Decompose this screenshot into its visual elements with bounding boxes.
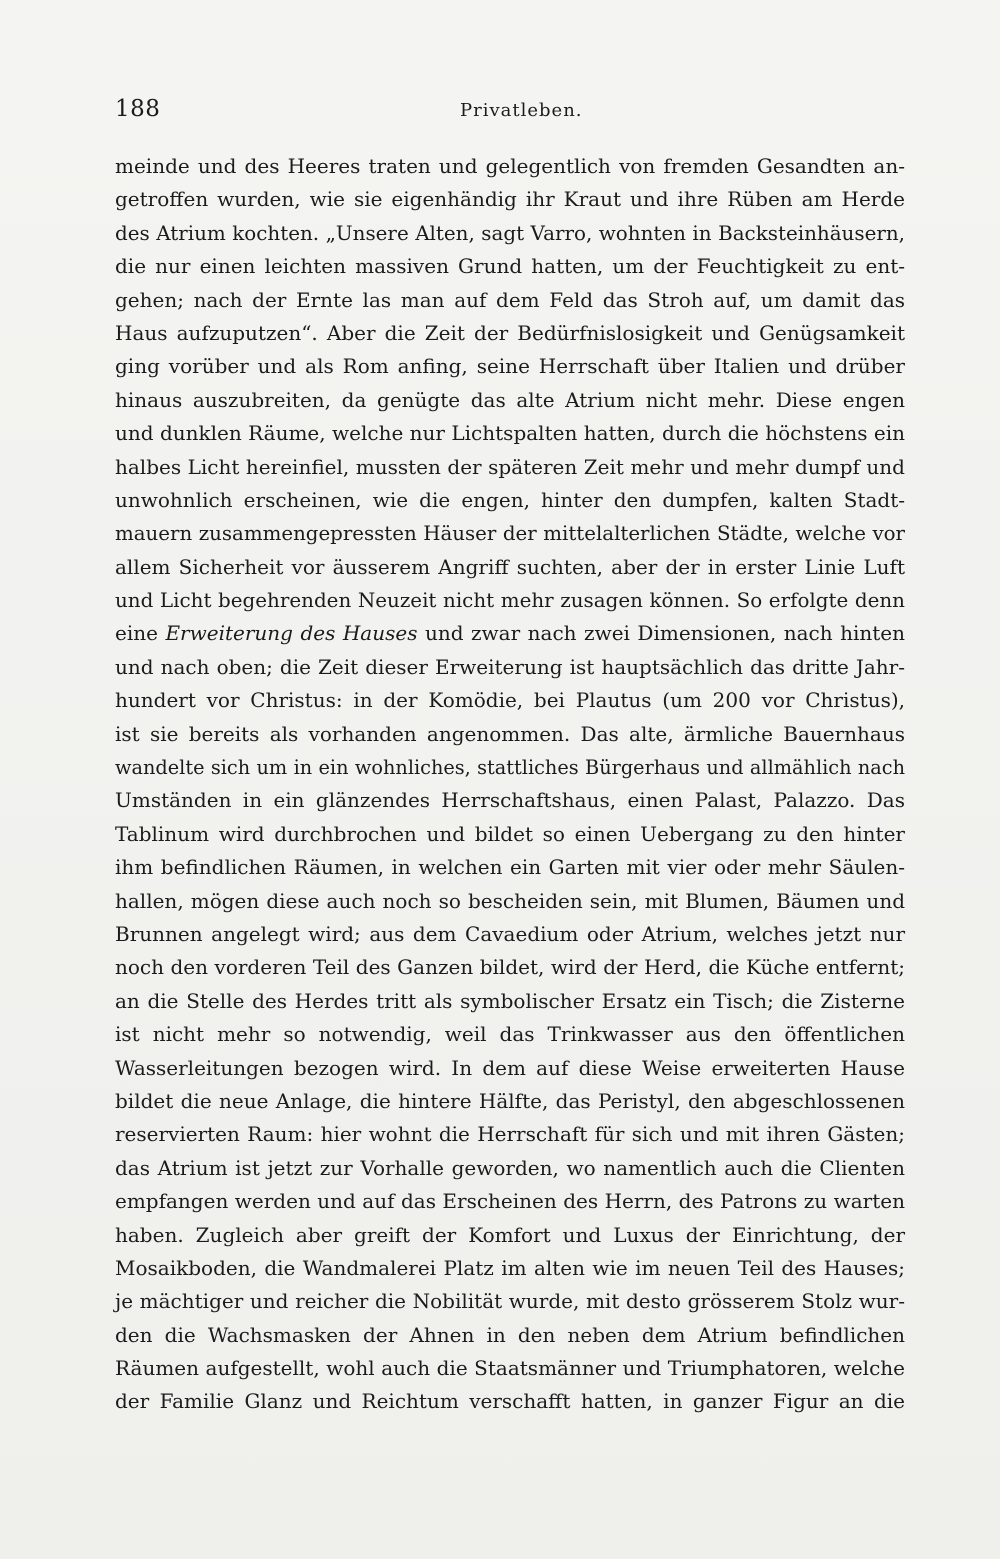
emphasis-erweiterung: Erweiterung des Hauses bbox=[165, 621, 418, 646]
text-line: und nach oben; die Zeit dieser Erweiterung ist hauptsächlich das dritte Jahr- bbox=[115, 654, 905, 679]
text-line: das Atrium ist jetzt zur Vorhalle geworden, wo namentlich auch die Clienten bbox=[115, 1155, 905, 1180]
text-line: ihm befindlichen Räumen, in welchen ein Garten mit vier oder mehr Säulen- bbox=[115, 855, 905, 880]
page-number: 188 bbox=[115, 96, 161, 122]
text-fragment: und zwar nach zwei Dimensionen, nach hinten bbox=[417, 621, 905, 646]
text-line: und dunklen Räume, welche nur Lichtspalten hatten, durch die höchstens ein bbox=[115, 421, 905, 446]
text-line: mauern zusammengepressten Häuser der mittelalterlichen Städte, welche vor bbox=[115, 522, 905, 546]
text-line: wandelte sich um in ein wohnliches, stattliches Bürgerhaus und allmählich nach bbox=[115, 756, 905, 780]
text-line: empfangen werden und auf das Erscheinen des Herrn, des Patrons zu warten bbox=[115, 1189, 905, 1214]
text-line: allem Sicherheit vor äusserem Angriff suchten, aber der in erster Linie Luft bbox=[115, 554, 905, 579]
text-line: an die Stelle des Herdes tritt als symbolischer Ersatz ein Tisch; die Zisterne bbox=[115, 988, 905, 1013]
text-line: noch den vorderen Teil des Ganzen bildet, wird der Herd, die Küche entfernt; bbox=[115, 955, 905, 980]
text-line-emphasis bbox=[115, 617, 905, 650]
text-line: je mächtiger und reicher die Nobilität wurde, mit desto grösserem Stolz wur- bbox=[115, 1289, 905, 1314]
text-line: getroffen wurden, wie sie eigenhändig ihr Kraut und ihre Rüben am Herde bbox=[115, 187, 905, 212]
text-line: bildet die neue Anlage, die hintere Hälfte, das Peristyl, den abgeschlossenen bbox=[115, 1088, 905, 1113]
text-line: ist sie bereits als vorhanden angenommen. Das alte, ärmliche Bauernhaus bbox=[115, 721, 905, 746]
text-line: ist nicht mehr so notwendig, weil das Trinkwasser aus den öffentlichen bbox=[115, 1022, 905, 1047]
text-line: hinaus auszubreiten, da genügte das alte Atrium nicht mehr. Diese engen bbox=[115, 387, 905, 412]
text-line: die nur einen leichten massiven Grund hatten, um der Feuchtigkeit zu ent- bbox=[115, 254, 905, 279]
text-line: und Licht begehrenden Neuzeit nicht mehr zusagen können. So erfolgte denn bbox=[115, 589, 905, 613]
text-line: des Atrium kochten. „Unsere Alten, sagt Varro, wohnten in Backsteinhäusern, bbox=[115, 221, 905, 245]
text-line: haben. Zugleich aber greift der Komfort und Luxus der Einrichtung, der bbox=[115, 1222, 905, 1247]
text-line: gehen; nach der Ernte las man auf dem Feld das Stroh auf, um damit das bbox=[115, 287, 905, 312]
text-line: meinde und des Heeres traten und gelegentlich von fremden Gesandten an- bbox=[115, 154, 905, 178]
text-line: halbes Licht hereinfiel, mussten der späteren Zeit mehr und mehr dumpf und bbox=[115, 454, 905, 479]
running-head: Privatleben. bbox=[460, 100, 583, 121]
text-line: der Familie Glanz und Reichtum verschafft hatten, in ganzer Figur an die bbox=[115, 1389, 905, 1414]
text-line: hundert vor Christus: in der Komödie, bei Plautus (um 200 vor Christus), bbox=[115, 688, 905, 713]
text-line: Mosaikboden, die Wandmalerei Platz im alten wie im neuen Teil des Hauses; bbox=[115, 1255, 905, 1280]
text-line: unwohnlich erscheinen, wie die engen, hinter den dumpfen, kalten Stadt- bbox=[115, 487, 905, 512]
text-line: hallen, mögen diese auch noch so bescheiden sein, mit Blumen, Bäumen und bbox=[115, 888, 905, 913]
text-line: Haus aufzuputzen“. Aber die Zeit der Bedürfnislosigkeit und Genügsamkeit bbox=[115, 320, 905, 345]
text-fragment: eine bbox=[115, 621, 166, 646]
text-line: reservierten Raum: hier wohnt die Herrschaft für sich und mit ihren Gästen; bbox=[115, 1122, 905, 1147]
text-line: Brunnen angelegt wird; aus dem Cavaedium oder Atrium, welches jetzt nur bbox=[115, 921, 905, 946]
text-line: ging vorüber und als Rom anfing, seine Herrschaft über Italien und drüber bbox=[115, 354, 905, 379]
page-header bbox=[115, 96, 905, 126]
text-line: Umständen in ein glänzendes Herrschaftshaus, einen Palast, Palazzo. Das bbox=[115, 788, 905, 813]
text-line: Räumen aufgestellt, wohl auch die Staatsmänner und Triumphatoren, welche bbox=[115, 1356, 905, 1381]
body-text bbox=[115, 150, 905, 1419]
text-line: Wasserleitungen bezogen wird. In dem auf diese Weise erweiterten Hause bbox=[115, 1055, 905, 1080]
text-line: Tablinum wird durchbrochen und bildet so einen Uebergang zu den hinter bbox=[115, 821, 905, 846]
text-line: den die Wachsmasken der Ahnen in den neben dem Atrium befindlichen bbox=[115, 1322, 905, 1347]
